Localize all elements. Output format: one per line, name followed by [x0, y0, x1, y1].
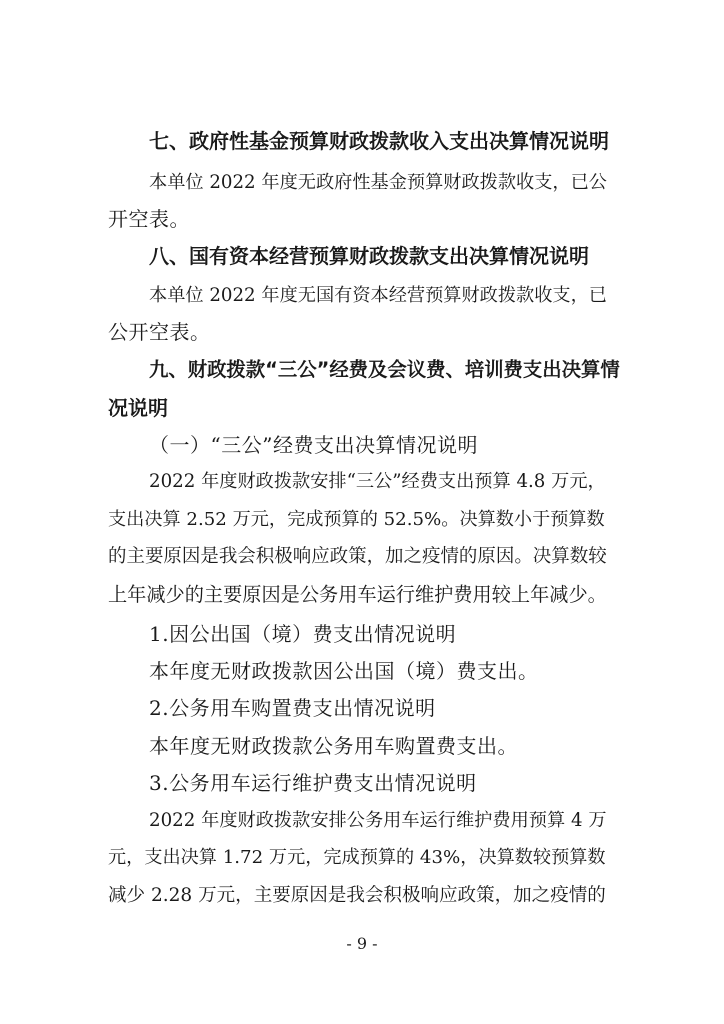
section-8-paragraph-line-2: 公开空表。 — [108, 320, 211, 344]
item-3-title: 3.公务用车运行维护费支出情况说明 — [149, 771, 477, 795]
subsection-1-line-4: 上年减少的主要原因是公务用车运行维护费用较上年减少。 — [108, 583, 607, 606]
item-2-text: 本年度无财政拨款公务用车购置费支出。 — [149, 734, 518, 758]
item-3-line-3: 减少 2.28 万元，主要原因是我会积极响应政策，加之疫情的 — [108, 885, 606, 906]
subsection-1-line-3: 的主要原因是我会积极响应政策，加之疫情的原因。决算数较 — [108, 546, 607, 567]
section-7-paragraph-line-2: 开空表。 — [108, 207, 190, 231]
section-8-paragraph-line-1: 本单位 2022 年度无国有资本经营预算财政拨款收支，已 — [149, 285, 607, 306]
section-7-heading: 七、政府性基金预算财政拨款收入支出决算情况说明 — [149, 129, 609, 153]
subsection-1-line-2: 支出决算 2.52 万元，完成预算的 52.5%。决算数小于预算数 — [108, 509, 605, 530]
section-9-heading-line-1: 九、财政拨款“三公”经费及会议费、培训费支出决算情 — [149, 358, 620, 381]
section-8-heading: 八、国有资本经营预算财政拨款支出决算情况说明 — [149, 244, 589, 268]
subsection-1-line-1: 2022 年度财政拨款安排“三公”经费支出预算 4.8 万元， — [149, 471, 606, 492]
item-3-line-1: 2022 年度财政拨款安排公务用车运行维护费用预算 4 万 — [149, 810, 607, 831]
item-1-text: 本年度无财政拨款因公出国（境）费支出。 — [149, 659, 539, 683]
section-7-paragraph-line-1: 本单位 2022 年度无政府性基金预算财政拨款收支，已公 — [149, 172, 607, 193]
subsection-1-title: （一）“三公”经费支出决算情况说明 — [149, 433, 478, 457]
item-2-title: 2.公务用车购置费支出情况说明 — [149, 696, 436, 720]
page-number: - 9 - — [346, 934, 378, 953]
item-3-line-2: 元，支出决算 1.72 万元，完成预算的 43%，决算数较预算数 — [108, 847, 606, 868]
section-9-heading-line-2: 况说明 — [108, 396, 168, 420]
item-1-title: 1.因公出国（境）费支出情况说明 — [149, 622, 457, 646]
